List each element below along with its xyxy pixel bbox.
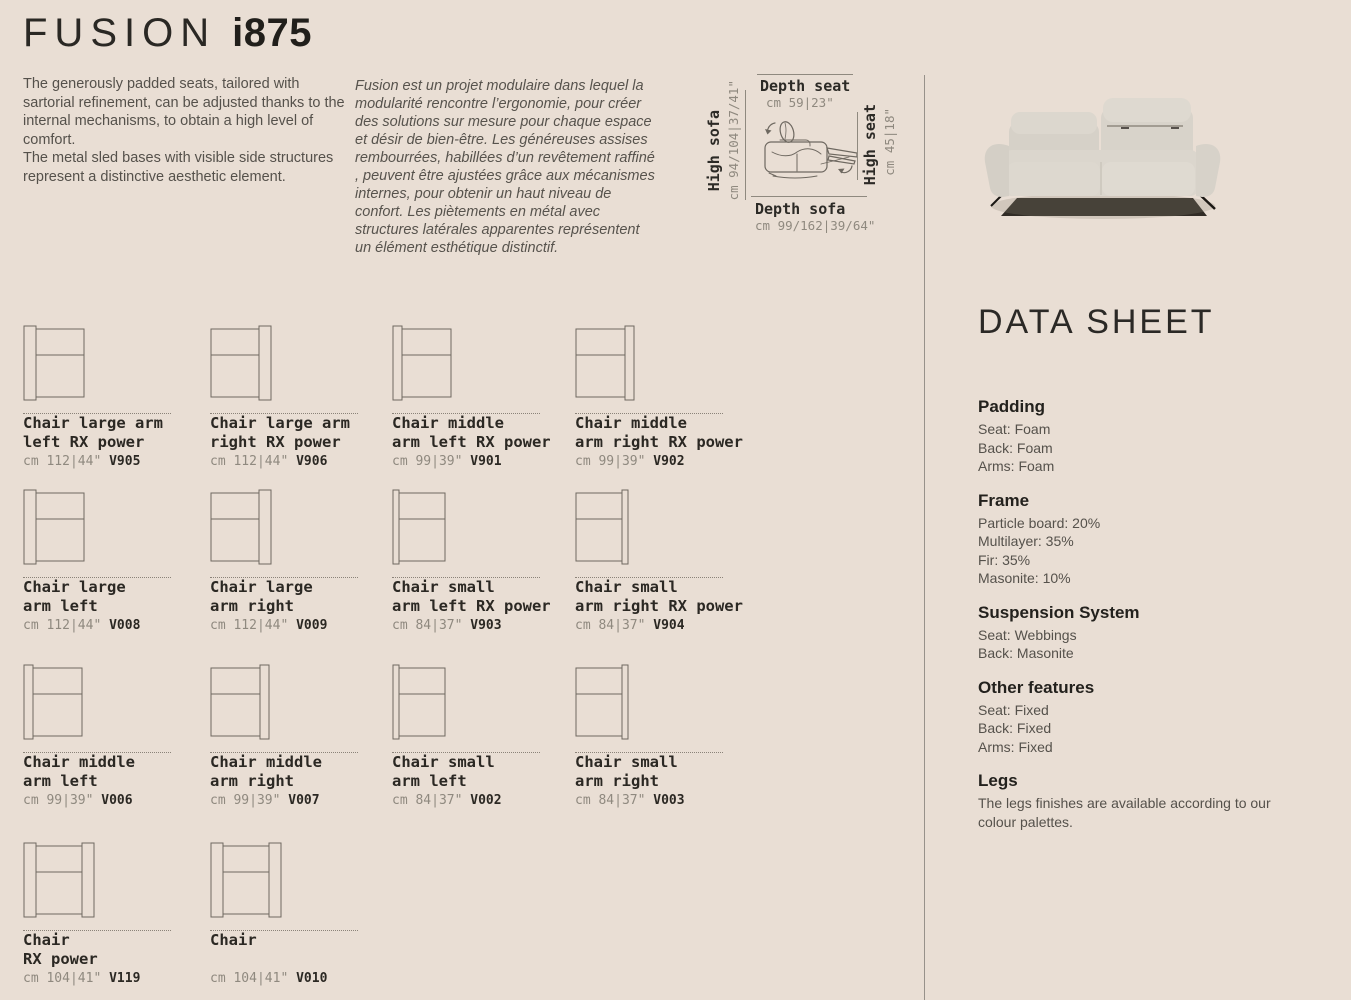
datasheet-line: Seat: Webbings <box>978 626 1077 643</box>
module-topview-icon <box>23 325 85 401</box>
module-name-line1: Chair large <box>23 578 126 596</box>
module-name-line1: Chair large arm <box>210 414 350 432</box>
depth-seat-rule <box>757 74 853 75</box>
datasheet-title: DATA SHEET <box>978 303 1215 341</box>
module-dims-value: cm 99|39" <box>575 454 654 469</box>
datasheet-line: Arms: Fixed <box>978 738 1053 755</box>
module-card <box>575 664 758 808</box>
module-code: V003 <box>653 793 685 808</box>
module-code: V904 <box>653 618 685 633</box>
module-dimensions <box>210 971 393 986</box>
module-dimensions <box>23 971 206 986</box>
module-card <box>23 325 206 469</box>
module-dims-value: cm 84|37" <box>392 618 471 633</box>
module-name-line1: Chair large arm <box>23 414 163 432</box>
model-number: i875 <box>232 11 312 55</box>
module-card <box>23 489 206 633</box>
datasheet-line: Seat: Fixed <box>978 701 1049 718</box>
module-dimensions <box>23 454 206 469</box>
module-dimensions <box>575 618 758 633</box>
module-topview-icon <box>392 325 452 401</box>
module-dims-value: cm 99|39" <box>392 454 471 469</box>
module-name-line1: Chair large <box>210 578 313 596</box>
module-name-line1: Chair <box>23 931 70 949</box>
module-card <box>392 489 575 633</box>
high-seat-rule <box>857 112 858 180</box>
module-code: V009 <box>296 618 328 633</box>
module-name-line2: arm left RX power <box>392 597 551 615</box>
datasheet-section <box>978 678 1274 757</box>
depth-sofa-rule <box>751 196 867 197</box>
module-card <box>210 664 393 808</box>
datasheet-section-heading: Suspension System <box>978 602 1140 622</box>
section-divider <box>924 75 925 1000</box>
module-dims-value: cm 84|37" <box>575 793 654 808</box>
module-topview-icon <box>392 664 446 740</box>
module-name-line2: arm left RX power <box>392 433 551 451</box>
module-code: V002 <box>470 793 502 808</box>
module-name-line1: Chair middle <box>210 753 322 771</box>
module-card <box>210 842 393 986</box>
module-card <box>23 664 206 808</box>
datasheet-line: Masonite: 10% <box>978 570 1071 586</box>
module-name-line2 <box>210 950 393 969</box>
module-name-line1: Chair small <box>392 578 495 596</box>
module-topview-icon <box>210 489 272 565</box>
datasheet-section <box>978 603 1274 663</box>
module-name-line1: Chair middle <box>392 414 504 432</box>
intro-english-p2: The metal sled bases with visible side structures represent a distinctive aesthetic element. <box>23 150 334 185</box>
module-topview-icon <box>23 664 83 740</box>
module-name-line1: Chair small <box>575 578 678 596</box>
module-dims-value: cm 99|39" <box>210 793 289 808</box>
datasheet-line: Seat: Foam <box>978 421 1051 437</box>
datasheet-line: Multilayer: 35% <box>978 533 1074 549</box>
module-topview-icon <box>210 325 272 401</box>
module-name-line2: arm left <box>23 597 98 615</box>
depth-sofa-value: cm 99/162|39/64" <box>755 218 876 233</box>
datasheet-line: The legs finishes are available according to our colour palettes. <box>978 795 1271 830</box>
module-card <box>575 489 758 633</box>
module-code: V903 <box>470 618 502 633</box>
dimension-diagram <box>705 68 923 240</box>
datasheet-line: Particle board: 20% <box>978 514 1101 531</box>
module-topview-icon <box>575 489 629 565</box>
module-dimensions <box>575 793 758 808</box>
datasheet-section-heading: Frame <box>978 490 1030 510</box>
high-sofa-rule <box>745 90 746 200</box>
module-dimensions <box>210 454 393 469</box>
module-dims-value: cm 99|39" <box>23 793 102 808</box>
module-topview-icon <box>210 842 282 918</box>
module-dims-value: cm 112|44" <box>23 454 110 469</box>
module-name-line2: arm left <box>392 772 467 790</box>
module-code: V902 <box>653 454 685 469</box>
module-name-line2: arm right <box>575 772 659 790</box>
module-topview-icon <box>392 489 446 565</box>
module-dims-value: cm 112|44" <box>210 618 297 633</box>
module-dims-value: cm 112|44" <box>23 618 110 633</box>
datasheet-section <box>978 491 1274 588</box>
module-dimensions <box>210 793 393 808</box>
module-topview-icon <box>23 489 85 565</box>
datasheet-line: Back: Fixed <box>978 720 1052 736</box>
high-seat-value: cm 45|18" <box>882 108 897 176</box>
module-dimensions <box>392 618 575 633</box>
datasheet-section-heading: Other features <box>978 677 1095 697</box>
module-code: V008 <box>109 618 141 633</box>
module-topview-icon <box>575 664 629 740</box>
depth-seat-value: cm 59|23" <box>766 95 834 110</box>
module-name-line2: arm right RX power <box>575 597 743 615</box>
module-card <box>210 325 393 469</box>
datasheet-section <box>978 771 1274 831</box>
module-dimensions <box>23 793 206 808</box>
module-dimensions <box>392 793 575 808</box>
high-seat-label: High seat <box>861 104 879 186</box>
high-sofa-label: High sofa <box>705 110 723 192</box>
brand-name: FUSION <box>23 11 217 55</box>
module-dimensions <box>23 618 206 633</box>
module-name-line2: left RX power <box>23 433 145 451</box>
module-name-line1: Chair <box>210 931 257 949</box>
module-card <box>23 842 206 986</box>
module-code: V901 <box>470 454 502 469</box>
module-name-line2: arm left <box>23 772 98 790</box>
module-name-line2: RX power <box>23 950 98 968</box>
module-topview-icon <box>210 664 270 740</box>
intro-french: Fusion est un projet modulaire dans lequel la modularité rencontre l’ergonomie, pour créer des solutions sur mesure pour chaque espace et désir de bien-être. Les généreuses assises rembourrées, habillées d’un revêtement raffiné , peuvent être ajustées grâce aux mécanismes internes, pour obtenir un haut niveau de confort. Les piètements en métal avec structures latérales apparentes représentent un élément esthétique distinctif. <box>355 78 655 256</box>
module-name-line2: right RX power <box>210 433 341 451</box>
module-topview-icon <box>23 842 95 918</box>
module-code: V906 <box>296 454 328 469</box>
module-code: V006 <box>101 793 133 808</box>
module-name-line1: Chair middle <box>575 414 687 432</box>
module-name-line1: Chair small <box>575 753 678 771</box>
module-dimensions <box>575 454 758 469</box>
depth-seat-label: Depth seat <box>760 77 851 95</box>
module-card <box>392 325 575 469</box>
module-dims-value: cm 84|37" <box>392 793 471 808</box>
module-dims-value: cm 112|44" <box>210 454 297 469</box>
page-title <box>23 10 312 56</box>
depth-sofa-label: Depth sofa <box>755 200 846 218</box>
module-dims-value: cm 84|37" <box>575 618 654 633</box>
datasheet-line: Fir: 35% <box>978 551 1031 568</box>
sofa-photo <box>945 78 1260 228</box>
datasheet-section-heading: Legs <box>978 771 1018 790</box>
datasheet-section-heading: Padding <box>978 397 1046 416</box>
datasheet-sections <box>978 397 1274 846</box>
module-code: V905 <box>109 454 141 469</box>
module-dimensions <box>210 618 393 633</box>
module-name-line2: arm right <box>210 597 294 615</box>
datasheet-line: Back: Masonite <box>978 645 1074 661</box>
datasheet-line: Back: Foam <box>978 439 1053 456</box>
module-dims-value: cm 104|41" <box>210 971 297 986</box>
high-sofa-value: cm 94/104|37/41" <box>726 80 741 201</box>
module-code: V119 <box>109 971 141 986</box>
module-dims-value: cm 104|41" <box>23 971 110 986</box>
module-code: V007 <box>288 793 320 808</box>
module-topview-icon <box>575 325 635 401</box>
module-name-line1: Chair small <box>392 753 495 771</box>
module-name-line2: arm right RX power <box>575 433 743 451</box>
datasheet-line: Arms: Foam <box>978 458 1055 474</box>
module-dimensions <box>392 454 575 469</box>
module-name-line1: Chair middle <box>23 753 135 771</box>
recliner-diagram-icon <box>749 120 867 182</box>
module-name-line2: arm right <box>210 772 294 790</box>
module-code: V010 <box>296 971 328 986</box>
module-card <box>210 489 393 633</box>
intro-english-p1: The generously padded seats, tailored with sartorial refinement, can be adjusted thanks to the internal mechanisms, to obtain a high level of comfort. <box>23 76 345 148</box>
module-card <box>575 325 758 469</box>
module-card <box>392 664 575 808</box>
datasheet-section <box>978 397 1274 476</box>
intro-english <box>23 75 345 186</box>
